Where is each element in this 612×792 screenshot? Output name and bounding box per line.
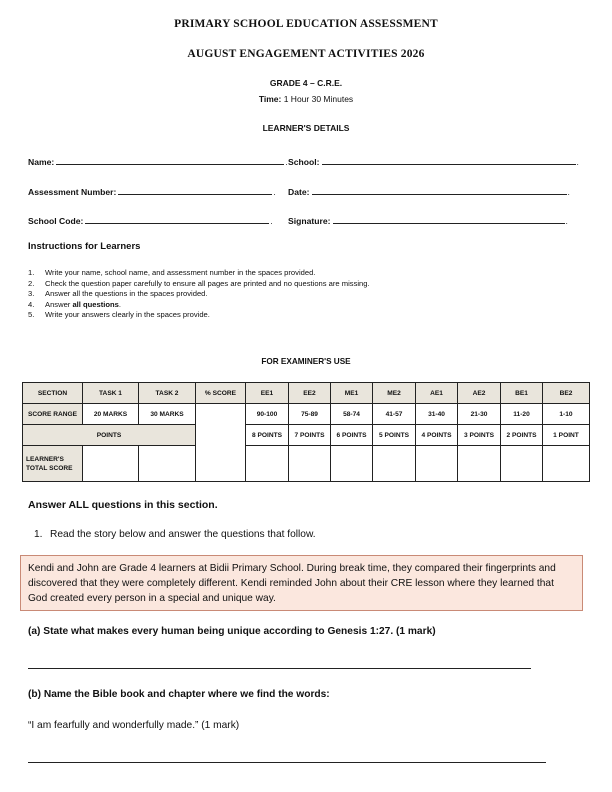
school-field[interactable]: School: . <box>288 157 579 167</box>
name-blank[interactable] <box>56 155 284 165</box>
question-1 <box>34 529 316 540</box>
points-cell: 3 POINTS <box>458 425 501 446</box>
question-1b: (b) Name the Bible book and chapter where we find the words: <box>28 689 330 700</box>
percent-score-cell[interactable] <box>196 404 246 482</box>
header-cell: AE2 <box>458 383 501 404</box>
grade-range-cell: 41-57 <box>373 404 416 425</box>
grade-score-cell[interactable] <box>416 446 458 482</box>
table-header-row <box>23 383 590 404</box>
points-cell: 2 POINTS <box>501 425 543 446</box>
instruction-number: 4. <box>28 299 35 309</box>
header-cell: EE1 <box>246 383 289 404</box>
task2-score-cell[interactable] <box>139 446 196 482</box>
points-cell: 1 POINT <box>543 425 590 446</box>
instruction-text: Write your answers clearly in the spaces provide. <box>45 310 210 320</box>
question-text: Read the story below and answer the questions that follow. <box>50 529 316 540</box>
grade-score-cell[interactable] <box>458 446 501 482</box>
question-number: 1. <box>34 529 43 540</box>
name-label: Name: <box>28 157 55 167</box>
grade-range-cell: 75-89 <box>289 404 331 425</box>
grade-label: GRADE 4 – C.R.E. <box>269 78 343 88</box>
paper-subtitle: AUGUST ENGAGEMENT ACTIVITIES 2026 <box>187 48 425 60</box>
grade-range-cell: 58-74 <box>331 404 373 425</box>
points-row <box>23 425 590 446</box>
grade-range-cell: 21-30 <box>458 404 501 425</box>
points-cell: 7 POINTS <box>289 425 331 446</box>
time-line <box>0 94 612 104</box>
grade-score-cell[interactable] <box>331 446 373 482</box>
assessment-number-field[interactable]: Assessment Number: . <box>28 187 276 197</box>
total-score-row <box>23 446 590 482</box>
school-code-field[interactable]: School Code: . <box>28 216 273 226</box>
school-label: School: <box>288 157 320 167</box>
examiner-table <box>22 382 590 482</box>
points-cell: 4 POINTS <box>416 425 458 446</box>
instruction-number: 2. <box>28 278 35 288</box>
paper-title: PRIMARY SCHOOL EDUCATION ASSESSMENT <box>174 18 438 30</box>
examiner-use-heading: FOR EXAMINER'S USE <box>261 357 351 366</box>
instruction-text: Answer all the questions in the spaces provided. <box>45 289 208 299</box>
school-blank[interactable] <box>322 155 576 165</box>
header-cell: SECTION <box>23 383 83 404</box>
instructions-title: Instructions for Learners <box>28 241 141 252</box>
instruction-text: . <box>118 299 121 309</box>
instruction-number: 5. <box>28 310 35 320</box>
header-cell: BE1 <box>501 383 543 404</box>
instruction-text: Write your name, school name, and assessment number in the spaces provided. <box>45 268 316 277</box>
task1-marks: 20 MARKS <box>83 404 139 425</box>
school-code-label: School Code: <box>28 216 84 226</box>
grade-score-cell[interactable] <box>543 446 590 482</box>
grade-range-cell: 1-10 <box>543 404 590 425</box>
header-cell: AE1 <box>416 383 458 404</box>
bible-quote: “I am fearfully and wonderfully made.” (1 mark) <box>28 720 240 731</box>
assessment-number-blank[interactable] <box>118 185 272 195</box>
date-blank[interactable] <box>312 185 567 195</box>
instruction-number: 3. <box>28 289 35 299</box>
name-field[interactable]: Name: . <box>28 157 288 167</box>
school-code-blank[interactable] <box>85 214 269 224</box>
instruction-emphasis: all questions <box>72 299 119 309</box>
header-cell: EE2 <box>289 383 331 404</box>
answer-line-1a[interactable] <box>28 668 531 669</box>
grade-range-cell: 31-40 <box>416 404 458 425</box>
instruction-text: Answer <box>45 299 73 309</box>
total-score-label-line: TOTAL SCORE <box>26 464 73 472</box>
instruction-item <box>28 268 370 279</box>
header-cell: ME2 <box>373 383 416 404</box>
time-label: Time: <box>258 94 282 104</box>
learner-details-heading: LEARNER'S DETAILS <box>262 123 350 133</box>
grade-range-cell: 11-20 <box>501 404 543 425</box>
signature-blank[interactable] <box>333 214 565 224</box>
date-label: Date: <box>288 187 310 197</box>
task2-marks: 30 MARKS <box>139 404 196 425</box>
points-cell: 6 POINTS <box>331 425 373 446</box>
points-cell: 5 POINTS <box>373 425 416 446</box>
score-range-label: SCORE RANGE <box>23 404 83 425</box>
score-range-row <box>23 404 590 425</box>
signature-field[interactable]: Signature: . <box>288 216 568 226</box>
header-cell: BE2 <box>543 383 590 404</box>
instruction-item <box>28 279 370 290</box>
instruction-item <box>28 300 370 311</box>
signature-label: Signature: <box>288 216 331 226</box>
total-score-label-line: LEARNER'S <box>26 455 64 463</box>
grade-score-cell[interactable] <box>246 446 289 482</box>
answer-line-1b[interactable] <box>28 762 546 763</box>
total-score-label <box>23 446 83 482</box>
task1-score-cell[interactable] <box>83 446 139 482</box>
instruction-item <box>28 310 370 321</box>
time-value: 1 Hour 30 Minutes <box>283 94 354 104</box>
header-cell: TASK 2 <box>139 383 196 404</box>
instruction-item <box>28 289 370 300</box>
instruction-number: 1. <box>28 268 35 277</box>
points-cell: 8 POINTS <box>246 425 289 446</box>
grade-range-cell: 90-100 <box>246 404 289 425</box>
grade-score-cell[interactable] <box>289 446 331 482</box>
instruction-text: Check the question paper carefully to ensure all pages are printed and no questions are missing. <box>45 278 370 288</box>
story-box: Kendi and John are Grade 4 learners at Bidii Primary School. During break time, they compared their fingerprints and discovered that they were completely different. Kendi reminded John about their CRE lesson where they learned that God created every person in a special and unique way. <box>20 555 583 611</box>
assessment-number-label: Assessment Number: <box>28 187 117 197</box>
section-heading: Answer ALL questions in this section. <box>28 499 218 511</box>
grade-score-cell[interactable] <box>373 446 416 482</box>
question-1a: (a) State what makes every human being unique according to Genesis 1:27. (1 mark) <box>28 626 436 637</box>
grade-score-cell[interactable] <box>501 446 543 482</box>
header-cell: % SCORE <box>196 383 246 404</box>
date-field[interactable]: Date: . <box>288 187 570 197</box>
points-label: POINTS <box>23 425 196 446</box>
header-cell: ME1 <box>331 383 373 404</box>
instructions-list <box>28 268 370 321</box>
header-cell: TASK 1 <box>83 383 139 404</box>
